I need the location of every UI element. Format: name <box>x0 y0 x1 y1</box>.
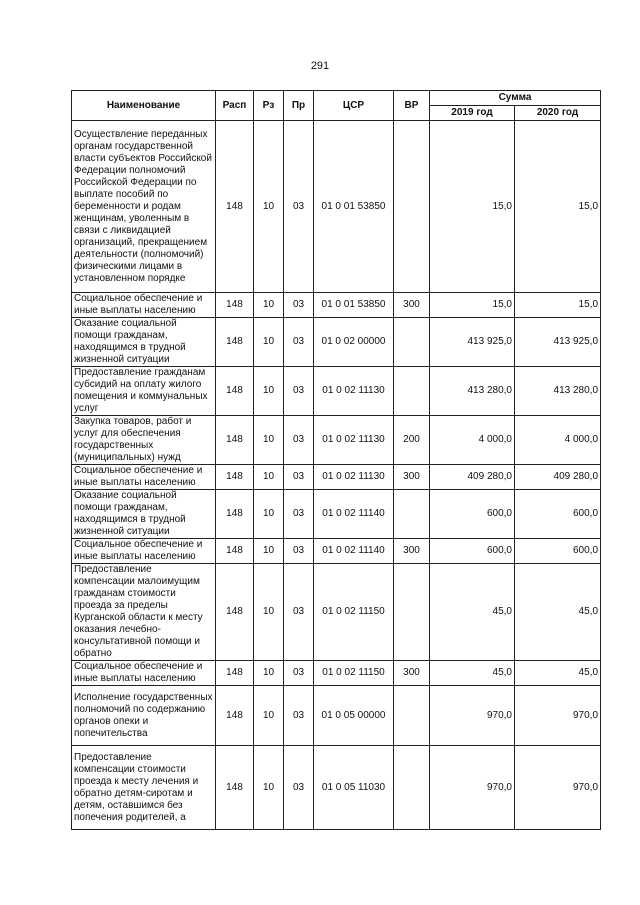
cell-csr: 01 0 02 11150 <box>314 661 394 686</box>
cell-pr: 03 <box>284 367 314 416</box>
cell-csr: 01 0 02 11150 <box>314 564 394 661</box>
table-row <box>72 465 601 490</box>
cell-pr: 03 <box>284 490 314 539</box>
cell-rasp: 148 <box>216 367 254 416</box>
cell-rasp: 148 <box>216 746 254 830</box>
cell-rz: 10 <box>254 490 284 539</box>
table-row <box>72 661 601 686</box>
cell-sum-2019: 413 925,0 <box>430 318 515 367</box>
cell-name: Предоставление гражданам субсидий на оплату жилого помещения и коммунальных услуг <box>72 367 216 416</box>
table-header <box>72 91 601 121</box>
cell-csr: 01 0 02 11140 <box>314 490 394 539</box>
table-body <box>72 121 601 830</box>
cell-sum-2020: 600,0 <box>515 539 601 564</box>
cell-name: Предоставление компенсации малоимущим гражданам стоимости проезда за пределы Курганской области к месту оказания лечебно-консультативной помощи и обратно <box>72 564 216 661</box>
cell-sum-2019: 45,0 <box>430 564 515 661</box>
cell-sum-2020: 970,0 <box>515 686 601 746</box>
cell-rz: 10 <box>254 539 284 564</box>
header-sum: Сумма <box>430 91 601 106</box>
cell-sum-2019: 15,0 <box>430 121 515 293</box>
cell-csr: 01 0 02 11130 <box>314 465 394 490</box>
cell-name: Социальное обеспечение и иные выплаты населению <box>72 293 216 318</box>
cell-vr: 300 <box>394 661 430 686</box>
cell-sum-2020: 600,0 <box>515 490 601 539</box>
table-row <box>72 686 601 746</box>
cell-rz: 10 <box>254 416 284 465</box>
table-row <box>72 746 601 830</box>
cell-vr <box>394 367 430 416</box>
cell-rasp: 148 <box>216 490 254 539</box>
table-row <box>72 318 601 367</box>
cell-rz: 10 <box>254 465 284 490</box>
cell-name: Оказание социальной помощи гражданам, находящимся в трудной жизненной ситуации <box>72 318 216 367</box>
cell-vr <box>394 318 430 367</box>
header-name: Наименование <box>72 91 216 121</box>
cell-rasp: 148 <box>216 465 254 490</box>
budget-table <box>71 90 601 830</box>
cell-rz: 10 <box>254 367 284 416</box>
table-row <box>72 490 601 539</box>
cell-csr: 01 0 02 00000 <box>314 318 394 367</box>
header-rz: Рз <box>254 91 284 121</box>
cell-vr <box>394 564 430 661</box>
cell-pr: 03 <box>284 416 314 465</box>
cell-name: Исполнение государственных полномочий по содержанию органов опеки и попечительства <box>72 686 216 746</box>
header-year-2019: 2019 год <box>430 106 515 121</box>
header-rasp: Расп <box>216 91 254 121</box>
cell-rasp: 148 <box>216 539 254 564</box>
cell-pr: 03 <box>284 465 314 490</box>
table-row <box>72 121 601 293</box>
cell-csr: 01 0 01 53850 <box>314 293 394 318</box>
cell-name: Предоставление компенсации стоимости проезда к месту лечения и обратно детям-сиротам и детям, оставшимся без попечения родителей, а <box>72 746 216 830</box>
cell-sum-2020: 413 925,0 <box>515 318 601 367</box>
cell-rasp: 148 <box>216 564 254 661</box>
table-row <box>72 539 601 564</box>
cell-csr: 01 0 05 11030 <box>314 746 394 830</box>
cell-vr: 300 <box>394 293 430 318</box>
cell-sum-2020: 413 280,0 <box>515 367 601 416</box>
cell-rasp: 148 <box>216 121 254 293</box>
cell-sum-2019: 413 280,0 <box>430 367 515 416</box>
cell-csr: 01 0 01 53850 <box>314 121 394 293</box>
cell-vr <box>394 746 430 830</box>
cell-rz: 10 <box>254 318 284 367</box>
cell-sum-2019: 45,0 <box>430 661 515 686</box>
cell-sum-2019: 970,0 <box>430 686 515 746</box>
cell-rz: 10 <box>254 661 284 686</box>
header-csr: ЦСР <box>314 91 394 121</box>
cell-sum-2020: 15,0 <box>515 293 601 318</box>
cell-name: Социальное обеспечение и иные выплаты населению <box>72 465 216 490</box>
cell-pr: 03 <box>284 293 314 318</box>
cell-pr: 03 <box>284 121 314 293</box>
cell-name: Осуществление переданных органам государственной власти субъектов Российской Федерации полномочий Российской Федерации по выплате пособий по беременности и родам женщинам, уволенным в связи с ликвидацией организаций, прекращением деятельности (полномочий) физическими лицами в установленном порядке <box>72 121 216 293</box>
cell-vr: 200 <box>394 416 430 465</box>
cell-pr: 03 <box>284 318 314 367</box>
cell-rz: 10 <box>254 121 284 293</box>
cell-csr: 01 0 02 11130 <box>314 367 394 416</box>
cell-vr: 300 <box>394 465 430 490</box>
cell-sum-2019: 409 280,0 <box>430 465 515 490</box>
cell-pr: 03 <box>284 686 314 746</box>
cell-sum-2019: 970,0 <box>430 746 515 830</box>
cell-sum-2020: 970,0 <box>515 746 601 830</box>
table-row <box>72 416 601 465</box>
header-year-2020: 2020 год <box>515 106 601 121</box>
cell-vr <box>394 490 430 539</box>
cell-sum-2019: 600,0 <box>430 490 515 539</box>
cell-sum-2019: 600,0 <box>430 539 515 564</box>
cell-pr: 03 <box>284 746 314 830</box>
table-row <box>72 293 601 318</box>
cell-name: Оказание социальной помощи гражданам, находящимся в трудной жизненной ситуации <box>72 490 216 539</box>
cell-sum-2020: 15,0 <box>515 121 601 293</box>
table-row <box>72 564 601 661</box>
cell-sum-2020: 45,0 <box>515 661 601 686</box>
cell-rasp: 148 <box>216 661 254 686</box>
cell-vr: 300 <box>394 539 430 564</box>
cell-sum-2019: 4 000,0 <box>430 416 515 465</box>
cell-sum-2020: 409 280,0 <box>515 465 601 490</box>
table-row <box>72 367 601 416</box>
header-vr: ВР <box>394 91 430 121</box>
cell-sum-2020: 45,0 <box>515 564 601 661</box>
cell-rz: 10 <box>254 564 284 661</box>
cell-sum-2020: 4 000,0 <box>515 416 601 465</box>
cell-csr: 01 0 02 11140 <box>314 539 394 564</box>
cell-rz: 10 <box>254 746 284 830</box>
cell-pr: 03 <box>284 661 314 686</box>
cell-rz: 10 <box>254 686 284 746</box>
cell-name: Социальное обеспечение и иные выплаты населению <box>72 661 216 686</box>
cell-rasp: 148 <box>216 686 254 746</box>
cell-pr: 03 <box>284 564 314 661</box>
cell-name: Социальное обеспечение и иные выплаты населению <box>72 539 216 564</box>
cell-sum-2019: 15,0 <box>430 293 515 318</box>
cell-rasp: 148 <box>216 318 254 367</box>
header-pr: Пр <box>284 91 314 121</box>
cell-name: Закупка товаров, работ и услуг для обеспечения государственных (муниципальных) нужд <box>72 416 216 465</box>
cell-vr <box>394 686 430 746</box>
cell-rasp: 148 <box>216 293 254 318</box>
cell-csr: 01 0 05 00000 <box>314 686 394 746</box>
cell-vr <box>394 121 430 293</box>
cell-rasp: 148 <box>216 416 254 465</box>
cell-csr: 01 0 02 11130 <box>314 416 394 465</box>
cell-pr: 03 <box>284 539 314 564</box>
cell-rz: 10 <box>254 293 284 318</box>
page-number: 291 <box>310 60 330 72</box>
